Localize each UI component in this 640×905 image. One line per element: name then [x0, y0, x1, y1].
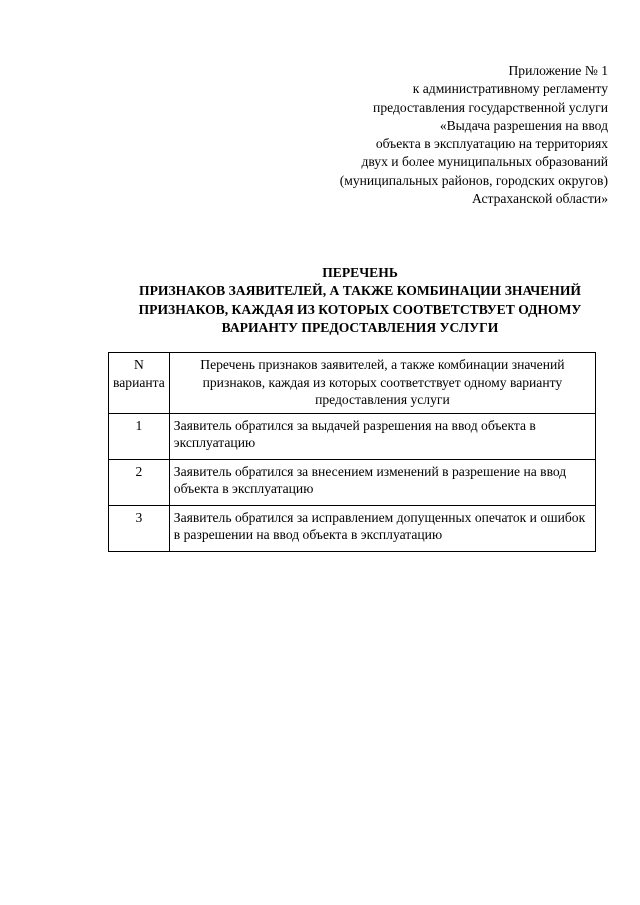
table-row: [109, 413, 596, 459]
title-line: ПРИЗНАКОВ ЗАЯВИТЕЛЕЙ, А ТАКЖЕ КОМБИНАЦИИ ЗНАЧЕНИЙ: [139, 283, 581, 299]
table-header-row: [109, 353, 596, 414]
appendix-note: [278, 62, 608, 208]
variant-description: Заявитель обратился за выдачей разрешения на ввод объекта в эксплуатацию: [169, 413, 595, 459]
appendix-line: Приложение № 1: [508, 63, 608, 78]
variant-number: 3: [109, 505, 170, 551]
title-line: ПЕРЕЧЕНЬ: [322, 265, 398, 280]
document-title: [100, 264, 620, 337]
appendix-line: двух и более муниципальных образований: [361, 154, 608, 170]
variant-description: Заявитель обратился за внесением изменений в разрешение на ввод объекта в эксплуатацию: [169, 459, 595, 505]
variant-number: 2: [109, 459, 170, 505]
variant-number: 1: [109, 413, 170, 459]
appendix-line: «Выдача разрешения на ввод: [439, 117, 608, 133]
appendix-line: объекта в эксплуатацию на территориях: [375, 136, 608, 152]
variants-table: [108, 352, 596, 552]
table-row: [109, 459, 596, 505]
appendix-line: к административному регламенту: [412, 81, 608, 97]
appendix-line: (муниципальных районов, городских округов): [339, 172, 608, 188]
title-line: ВАРИАНТУ ПРЕДОСТАВЛЕНИЯ УСЛУГИ: [221, 319, 499, 335]
variant-description: Заявитель обратился за исправлением допущенных опечаток и ошибок в разрешении на ввод объекта в эксплуатацию: [169, 505, 595, 551]
header-variant-number: N варианта: [109, 353, 170, 414]
appendix-line: предоставления государственной услуги: [373, 99, 608, 115]
header-description: Перечень признаков заявителей, а также комбинации значений признаков, каждая из которых соответствует одному варианту предоставления услуги: [169, 353, 595, 414]
table-row: [109, 505, 596, 551]
title-line: ПРИЗНАКОВ, КАЖДАЯ ИЗ КОТОРЫХ СООТВЕТСТВУЕТ ОДНОМУ: [138, 301, 582, 317]
appendix-line: Астраханской области»: [471, 191, 608, 207]
